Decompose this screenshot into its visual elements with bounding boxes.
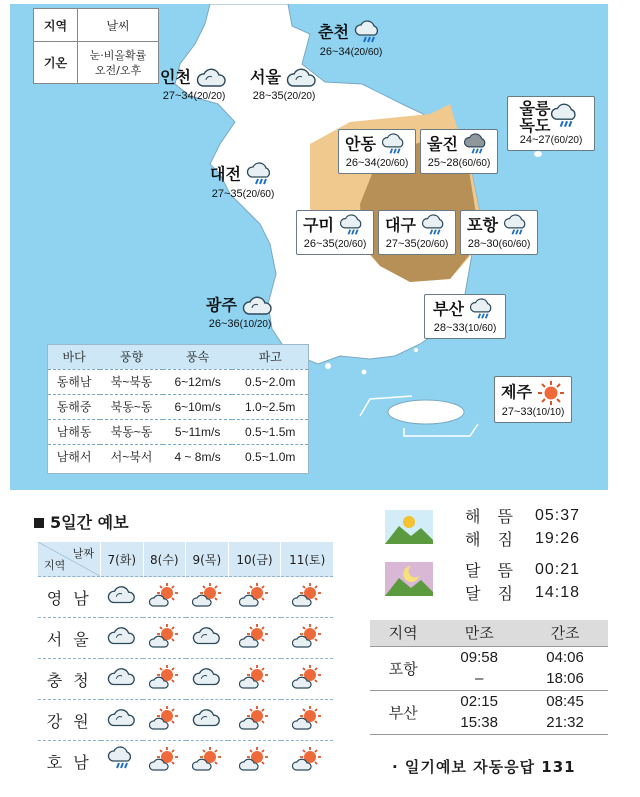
wave-height: 1.0~2.5m	[232, 394, 308, 419]
sun-cloud-icon	[292, 664, 322, 690]
city-prob: (20/60)	[416, 239, 449, 250]
sea-area: 남해동	[48, 419, 100, 444]
sea-conditions-table	[47, 344, 309, 474]
forecast-cell	[281, 700, 333, 741]
region-label: 강 원	[38, 700, 101, 741]
city-uljin	[420, 129, 498, 174]
sea-area: 동해남	[48, 369, 100, 394]
city-name: 울릉	[519, 99, 551, 118]
city-name: 제주	[500, 382, 532, 402]
forecast-cell	[101, 741, 144, 782]
forecast-cell	[228, 700, 281, 741]
table-row	[48, 369, 308, 394]
cloud-icon	[107, 582, 137, 608]
city-prob: (20/20)	[193, 91, 226, 102]
city-gumi	[296, 210, 374, 255]
sun-cloud-icon	[239, 582, 269, 608]
sunrise-time: 05:37	[535, 506, 581, 524]
city-name: 서울	[250, 67, 281, 87]
city-seoul	[250, 66, 318, 103]
cloud-rain-icon	[381, 133, 409, 157]
sea-header: 풍속	[163, 345, 233, 369]
wind-direction: 북동~동	[100, 394, 163, 419]
sun-icon	[537, 380, 565, 406]
forecast-cell	[143, 741, 186, 782]
moonset-time: 14:18	[535, 583, 581, 601]
high-tide: –	[475, 670, 484, 688]
city-prob: (60/20)	[550, 135, 583, 146]
sun-cloud-icon	[192, 746, 222, 772]
sunset-time: 19:26	[535, 529, 581, 547]
square-bullet-icon	[34, 518, 44, 528]
low-tide: 08:45	[522, 690, 608, 712]
legend-region: 지역	[34, 9, 78, 41]
wind-speed: 6~12m/s	[163, 369, 233, 394]
region-label: 충 청	[38, 659, 101, 700]
city-temp: 26~36	[208, 318, 240, 330]
sun-cloud-icon	[239, 746, 269, 772]
forecast-cell	[186, 618, 229, 659]
ulleung-island	[534, 151, 542, 157]
sun-cloud-icon	[149, 664, 179, 690]
low-tide: 21:32	[522, 712, 608, 734]
city-gwangju	[206, 294, 274, 331]
table-row	[38, 577, 333, 618]
dark-cloud-rain-icon	[463, 133, 491, 157]
cloud-rain-icon	[421, 214, 449, 238]
city-temp: 26~34	[345, 157, 377, 169]
city-prob: (10/20)	[239, 319, 272, 330]
city-jeju	[494, 376, 572, 423]
table-row	[38, 618, 333, 659]
day-header: 8(수)	[143, 542, 186, 577]
cloud-icon	[286, 66, 318, 90]
forecast-cell	[281, 618, 333, 659]
moon-scene-icon	[385, 562, 433, 596]
region-axis-label: 지역	[44, 559, 66, 572]
cloud-rain-icon	[354, 20, 384, 46]
wind-speed: 4 ~ 8m/s	[163, 444, 233, 469]
sun-cloud-icon	[292, 746, 322, 772]
cloud-rain-icon	[246, 162, 276, 188]
sun-cloud-icon	[149, 582, 179, 608]
city-prob: (10/10)	[532, 407, 565, 418]
city-name: 안동	[344, 134, 376, 154]
city-prob: (20/60)	[376, 158, 409, 169]
forecast-cell	[228, 741, 281, 782]
forecast-cell	[101, 618, 144, 659]
sea-header: 풍향	[100, 345, 163, 369]
tide-header: 간조	[522, 620, 608, 646]
day-header: 9(목)	[186, 542, 229, 577]
cloud-rain-icon	[503, 214, 531, 238]
forecast-title	[34, 510, 129, 533]
table-row	[38, 659, 333, 700]
cloud-icon	[107, 705, 137, 731]
city-prob: (20/60)	[350, 47, 383, 58]
moonrise-label: 달 뜸	[465, 561, 519, 580]
forecast-cell	[186, 700, 229, 741]
wave-height: 0.5~2.0m	[232, 369, 308, 394]
city-ulleung	[507, 96, 595, 151]
cloud-rain-icon	[339, 214, 367, 238]
forecast-title-text: 5일간 예보	[50, 513, 129, 532]
forecast-cell	[143, 700, 186, 741]
city-temp: 27~33	[501, 406, 533, 418]
legend-prob-line1: 눈·비올확률	[89, 48, 147, 62]
forecast-cell	[143, 577, 186, 618]
sun-cloud-icon	[192, 582, 222, 608]
city-incheon	[160, 66, 228, 103]
city-prob: (60/60)	[458, 158, 491, 169]
table-row	[370, 690, 608, 712]
cloud-rain-icon	[469, 298, 497, 322]
island	[325, 363, 331, 369]
city-daejeon	[210, 162, 276, 201]
city-name: 부산	[432, 299, 464, 319]
high-tide: 15:38	[436, 712, 522, 734]
tide-header: 만조	[436, 620, 522, 646]
wind-direction: 서~북서	[100, 444, 163, 469]
city-prob: (10/60)	[464, 323, 497, 334]
forecast-cell	[281, 741, 333, 782]
wave-height: 0.5~1.5m	[232, 419, 308, 444]
sun-cloud-icon	[149, 705, 179, 731]
city-name: 포항	[466, 215, 498, 235]
tide-header: 지역	[370, 620, 436, 646]
city-temp: 24~27	[519, 134, 551, 146]
tide-place: 부산	[370, 690, 436, 734]
sun-cloud-icon	[292, 623, 322, 649]
city-prob: (60/60)	[498, 239, 531, 250]
region-label: 서 울	[38, 618, 101, 659]
cloud-rain-icon	[107, 746, 137, 772]
forecast-cell	[143, 618, 186, 659]
city-chuncheon	[318, 20, 384, 59]
city-name: 대전	[210, 164, 241, 184]
table-row	[48, 394, 308, 419]
cloud-icon	[192, 705, 222, 731]
city-temp: 28~35	[252, 90, 284, 102]
sunrise-scene-icon	[385, 510, 433, 544]
cloud-icon	[192, 664, 222, 690]
city-busan	[424, 294, 506, 339]
forecast-cell	[101, 577, 144, 618]
city-temp: 28~30	[467, 238, 499, 250]
city-pohang	[460, 210, 538, 255]
wind-direction: 북동~동	[100, 419, 163, 444]
forecast-cell	[228, 659, 281, 700]
sun-cloud-icon	[292, 582, 322, 608]
tide-place: 포항	[370, 646, 436, 690]
forecast-cell	[101, 659, 144, 700]
city-name-2: 독도	[519, 116, 551, 135]
table-row	[48, 444, 308, 469]
forecast-hotline: · 일기예보 자동응답 131	[392, 758, 576, 776]
forecast-cell	[281, 577, 333, 618]
city-prob: (20/60)	[242, 189, 275, 200]
wind-speed: 6~10m/s	[163, 394, 233, 419]
moonset-label: 달 짐	[465, 584, 519, 603]
forecast-cell	[186, 577, 229, 618]
region-label: 호 남	[38, 741, 101, 782]
sun-cloud-icon	[149, 746, 179, 772]
forecast-cell	[228, 618, 281, 659]
cloud-icon	[196, 66, 228, 90]
legend-temp: 기온	[34, 42, 78, 83]
forecast-cell	[281, 659, 333, 700]
sea-area: 동해중	[48, 394, 100, 419]
sea-area: 남해서	[48, 444, 100, 469]
table-row	[38, 700, 333, 741]
city-prob: (20/20)	[283, 91, 316, 102]
table-corner	[38, 542, 100, 576]
map-legend	[33, 8, 159, 84]
city-temp: 27~34	[162, 90, 194, 102]
table-row	[38, 741, 333, 782]
low-tide: 18:06	[546, 670, 584, 688]
low-tide: 04:06	[522, 646, 608, 668]
city-temp: 26~35	[303, 238, 335, 250]
city-name: 울진	[426, 134, 458, 154]
cloud-icon	[192, 623, 222, 649]
weather-map	[10, 4, 608, 490]
high-tide: 09:58	[436, 646, 522, 668]
forecast-cell	[101, 700, 144, 741]
forecast-cell	[186, 659, 229, 700]
sea-header: 바다	[48, 345, 100, 369]
city-temp: 27~35	[211, 188, 243, 200]
forecast-cell	[228, 577, 281, 618]
city-temp: 27~35	[385, 238, 417, 250]
tide-table	[370, 620, 608, 735]
cloud-icon	[107, 623, 137, 649]
sun-cloud-icon	[239, 705, 269, 731]
city-temp: 28~33	[433, 322, 465, 334]
sun-cloud-icon	[239, 623, 269, 649]
cloud-icon	[242, 294, 274, 318]
jeju-island	[388, 400, 464, 424]
high-tide: 02:15	[436, 690, 522, 712]
city-andong	[338, 129, 416, 174]
city-temp: 25~28	[427, 157, 459, 169]
city-prob: (20/60)	[334, 239, 367, 250]
city-name: 인천	[160, 67, 191, 87]
date-axis-label: 날짜	[72, 547, 94, 560]
cloud-icon	[107, 664, 137, 690]
forecast-table	[38, 542, 333, 782]
sun-moon-times	[385, 504, 605, 604]
city-daegu	[378, 210, 456, 255]
legend-weather: 날씨	[106, 18, 130, 33]
sunrise-label: 해 뜸	[465, 507, 519, 526]
sun-cloud-icon	[239, 664, 269, 690]
moonrise-time: 00:21	[535, 560, 581, 578]
day-header: 7(화)	[101, 542, 144, 577]
wind-direction: 북~북동	[100, 369, 163, 394]
legend-prob-line2: 오전/오후	[94, 63, 142, 77]
city-temp: 26~34	[319, 46, 351, 58]
sun-cloud-icon	[292, 705, 322, 731]
forecast-cell	[186, 741, 229, 782]
sea-header: 파고	[232, 345, 308, 369]
city-name: 춘천	[318, 22, 349, 42]
wind-speed: 5~11m/s	[163, 419, 233, 444]
table-row	[370, 646, 608, 668]
city-name: 광주	[206, 295, 237, 315]
island	[362, 370, 367, 375]
sun-cloud-icon	[149, 623, 179, 649]
cloud-rain-icon	[550, 102, 582, 132]
day-header: 10(금)	[228, 542, 281, 577]
sunset-label: 해 짐	[465, 530, 519, 549]
day-header: 11(토)	[281, 542, 333, 577]
city-name: 대구	[384, 215, 416, 235]
table-row	[48, 419, 308, 444]
city-name: 구미	[302, 215, 334, 235]
region-label: 영 남	[38, 577, 101, 618]
forecast-cell	[143, 659, 186, 700]
island	[414, 348, 418, 352]
wave-height: 0.5~1.0m	[232, 444, 308, 469]
